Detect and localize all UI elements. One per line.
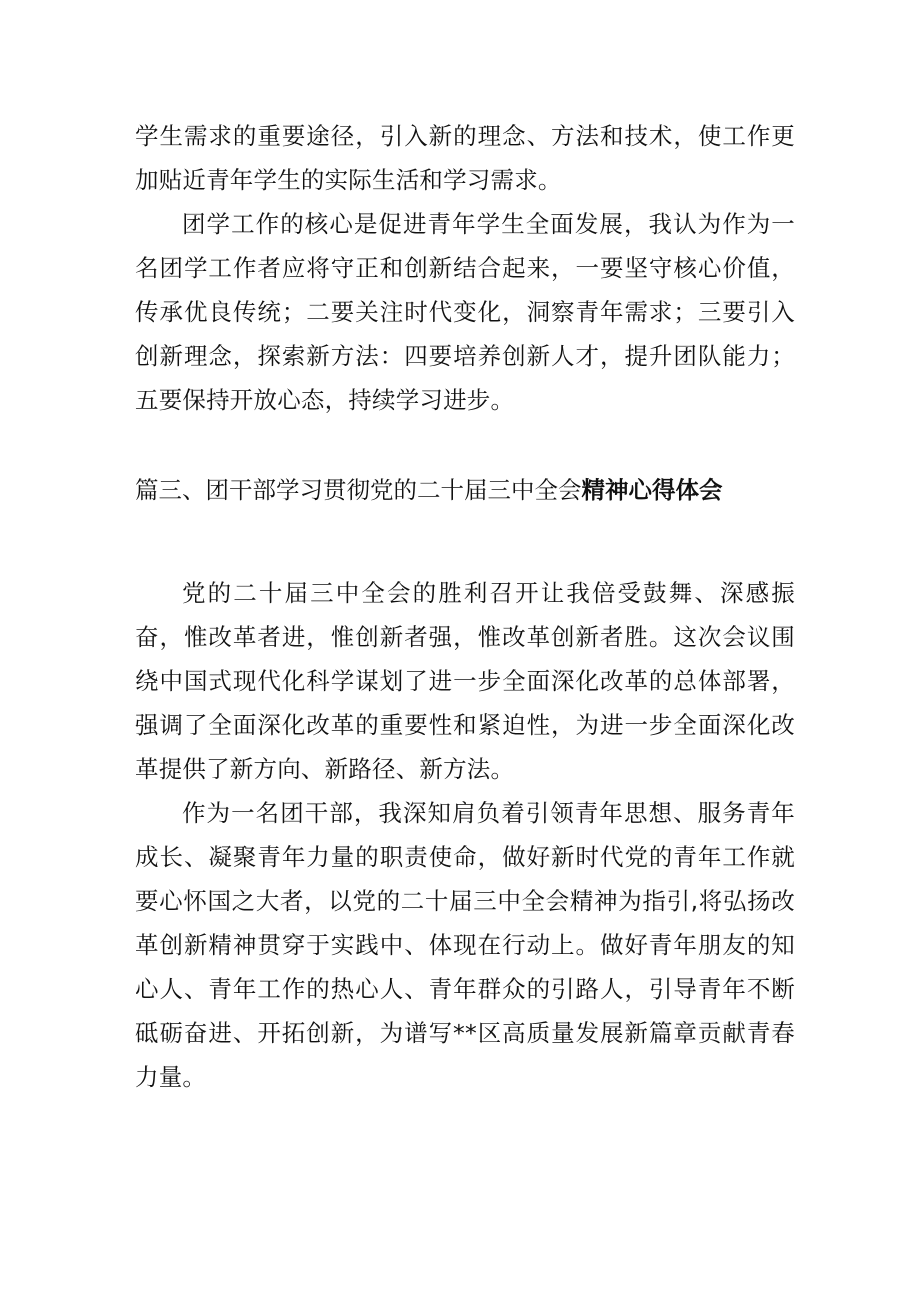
section-heading xyxy=(135,470,815,510)
section-heading-bold: 精神心得体会 xyxy=(581,476,723,504)
section-heading-normal: 篇三、团干部学习贯彻党的二十届三中全会 xyxy=(135,476,582,504)
paragraph-plenum-intro: 党的二十届三中全会的胜利召开让我倍受鼓舞、深感振奋，惟改革者进，惟创新者强，惟改革创新者胜。这次会议围绕中国式现代化科学谋划了进一步全面深化改革的总体部署，强调了全面深化改革的重要性和紧迫性，为进一步全面深化改革提供了新方向、新路径、新方法。 xyxy=(135,579,795,783)
paragraph-continued: 学生需求的重要途径，引入新的理念、方法和技术，使工作更加贴近青年学生的实际生活和学习需求。 xyxy=(135,122,795,194)
paragraph-cadre-role: 作为一名团干部，我深知肩负着引领青年思想、服务青年成长、凝聚青年力量的职责使命，做好新时代党的青年工作就要心怀国之大者，以党的二十届三中全会精神为指引,将弘扬改革创新精神贯穿于实践中、体现在行动上。做好青年朋友的知心人、青年工作的热心人、青年群众的引路人，引导青年不断砥砺奋进、开拓创新，为谱写**区高质量发展新篇章贡献青春力量。 xyxy=(135,799,795,1091)
paragraph-core-work: 团学工作的核心是促进青年学生全面发展，我认为作为一名团学工作者应将守正和创新结合起来，一要坚守核心价值，传承优良传统；二要关注时代变化，洞察青年需求；三要引入创新理念，探索新方法：四要培养创新人才，提升团队能力；五要保持开放心态，持续学习进步。 xyxy=(135,210,795,414)
